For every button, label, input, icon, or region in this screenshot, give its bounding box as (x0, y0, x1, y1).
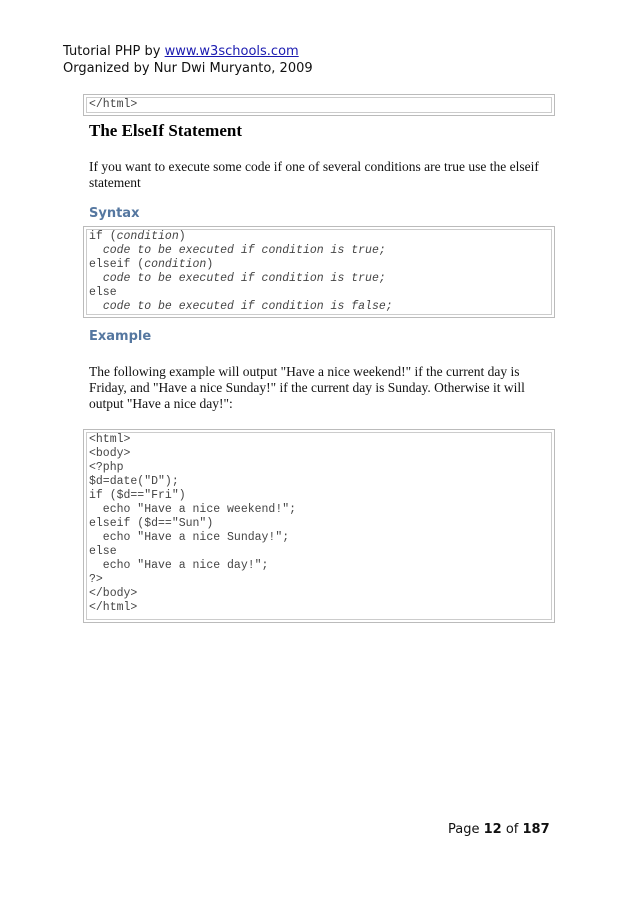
code-part: elseif ( (89, 258, 145, 271)
syntax-line (89, 244, 549, 258)
syntax-line (89, 272, 549, 286)
of-label: of (501, 822, 523, 837)
total-pages: 187 (522, 822, 550, 837)
syntax-code (86, 229, 552, 315)
code-part: ) (178, 230, 186, 243)
placeholder-part: condition (144, 258, 207, 271)
header-text: Tutorial PHP by (63, 44, 165, 59)
code-part (89, 300, 103, 313)
syntax-heading: Syntax (89, 206, 140, 221)
placeholder-part: code to be executed if condition is true; (102, 272, 386, 285)
code-part (89, 244, 103, 257)
header-author: Organized by Nur Dwi Muryanto, 2009 (63, 61, 313, 76)
syntax-line (89, 258, 549, 272)
placeholder-part: code to be executed if condition is false; (102, 300, 393, 313)
current-page: 12 (483, 822, 502, 837)
page-label: Page (448, 822, 484, 837)
page-number (448, 822, 550, 837)
example-paragraph: The following example will output "Have a nice weekend!" if the current day is Friday, and "Have a nice Sunday!" if the current day is Sunday. Otherwise it will output "Have a nice day!": (89, 364, 525, 411)
page-header (63, 43, 313, 77)
section-heading: The ElseIf Statement (89, 121, 242, 140)
code-text: </html> (86, 97, 552, 113)
example-heading: Example (89, 329, 152, 344)
syntax-code-box (83, 226, 555, 318)
code-part: else (89, 286, 117, 299)
syntax-line (89, 300, 549, 314)
code-box-top (83, 94, 555, 116)
code-part: if ( (89, 230, 117, 243)
w3schools-link[interactable]: www.w3schools.com (164, 44, 299, 59)
example-code: <html> <body> <?php $d=date("D"); if ($d=="Fri") echo "Have a nice weekend!"; elseif ($d=="Sun") echo "Have a nice Sunday!"; else echo "Have a nice day!"; ?> </body> </html> (86, 432, 552, 620)
placeholder-part: condition (116, 230, 179, 243)
intro-paragraph: If you want to execute some code if one of several conditions are true use the elseif statement (89, 159, 539, 190)
code-part (89, 272, 103, 285)
code-part: ) (206, 258, 214, 271)
placeholder-part: code to be executed if condition is true; (102, 244, 386, 257)
syntax-line (89, 230, 549, 244)
example-code-box (83, 429, 555, 623)
syntax-line (89, 286, 549, 300)
